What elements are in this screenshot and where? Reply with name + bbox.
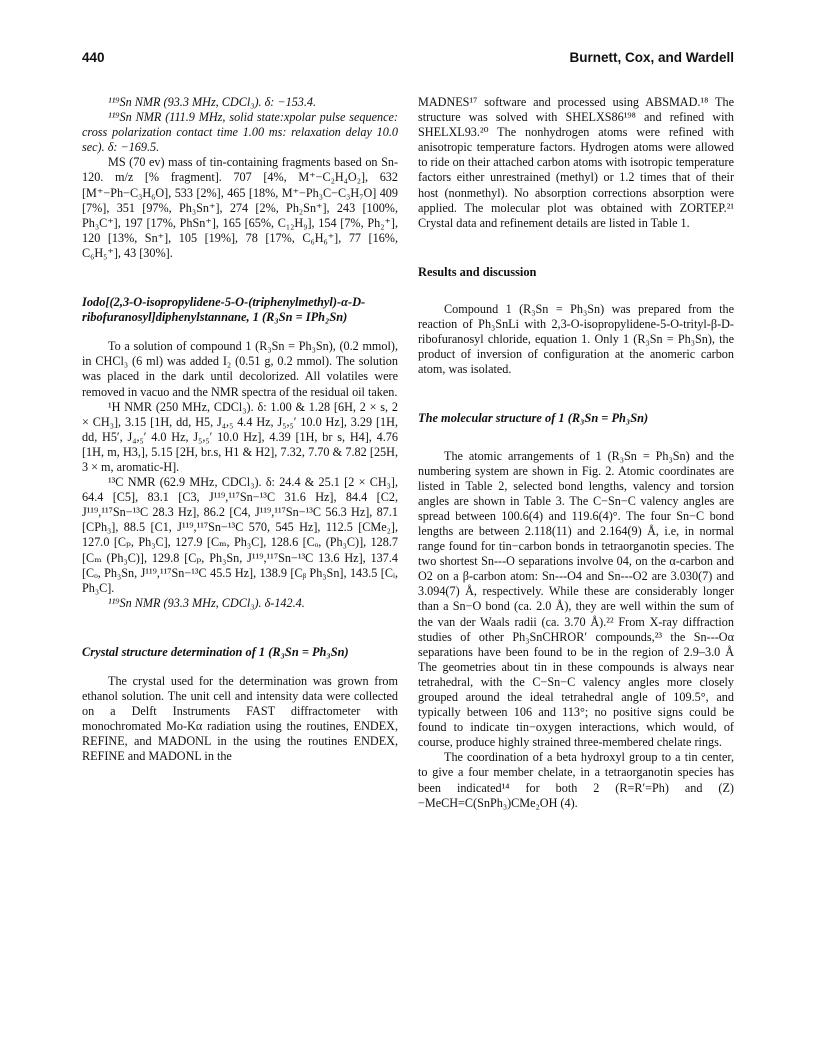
crystal-procedure-continued: MADNES¹⁷ software and processed using ABSMAD.¹⁸ The structure was solved with SHELXS86¹⁹⁸ and refined with SHELXL93.²⁰ The nonhydrogen atoms were refined with anisotropic temperature factors. Hydrogen atoms were allowed to ride on their attached carbon atoms with isotropic temperature factors either unrestrained (methyl) or 1.2 times that of their host (nonmethyl). No absorption corrections absorption were applied. The molecular plot was obtained with ZORTEP.²¹ Crystal data and refinement details are listed in Table 1. — [418, 95, 734, 230]
molecular-structure-paragraph: The atomic arrangements of 1 (R₃Sn = Ph₃Sn) and the numbering system are shown in Fig. 2. Atomic coordinates are listed in Table 2, selected bond lengths, valency and torsion angles are shown in Table 3. The C−Sn−C valency angles are spread between 100.6(4) and 119.6(4)°. The four Sn−C bond lengths are between 2.118(11) and 2.164(9) Å, i.e, in normal range found for tin−carbon bonds in tetraorganotin species. The two shortest Sn---O separations involve 04, on the α-carbon and O2 on a β-carbon atom: Sn---O4 and Sn---O2 are 3.030(7) and 3.094(7) Å, respectively. While these are considerably longer than a Sn−O bond (ca. 2.0 Å), they are well within the sum of the van der Waals radii (ca. 3.70 Å).²² From X-ray diffraction studies of other Ph₃SnCHROR′ compounds,²³ the Sn---Oα separations have been found to be in the region of 2.9–3.0 Å The geometries about tin in these compounds is always near tetrahedral, with the C−Sn−C valency angles more closely grouped around the ideal tetrahedral angle of 109.5°, and typically between 106 and 113°; no positive signs could be found to indicate tin−oxygen interactions, which would, of course, produce highly strained three-membered chelate rings. — [418, 448, 734, 750]
sn-nmr-solid-state: ¹¹⁹Sn NMR (111.9 MHz, solid state:xpolar pulse sequence: cross polarization contact time 1.00 ms: relaxation delay 10.0 sec). δ: −169.5. — [82, 110, 398, 155]
page-number: 440 — [82, 50, 105, 65]
crystal-procedure: The crystal used for the determination was grown from ethanol solution. The unit cell and intensity data were collected on a Delft Instruments FAST diffractometer with monochromated Mo-Kα radiation using the routines, ENDEX, REFINE, and MADONL in the using the routines ENDEX, REFINE and MADONL in the — [82, 674, 398, 764]
section-heading-iodo-compound: Iodo[(2,3-O-isopropylidene-5-O-(triphenylmethyl)-α-D-ribofuranosyl]diphenylstannane, 1 (R₃Sn = IPh₂Sn) — [82, 295, 366, 325]
running-authors: Burnett, Cox, and Wardell — [569, 50, 734, 65]
iodo-procedure: To a solution of compound 1 (R₃Sn = Ph₃Sn), (0.2 mmol), in CHCl₃ (6 ml) was added I₂ (0.51 g, 0.2 mmol). The solution was placed in the dark until decolorized. All volatiles were removed in vacuo and the NMR spectra of the residual oil taken. — [82, 339, 398, 399]
section-heading-crystal-structure: Crystal structure determination of 1 (R₃Sn = Ph₃Sn) — [82, 644, 349, 659]
sn-nmr-iodo: ¹¹⁹Sn NMR (93.3 MHz, CDCl₃). δ-142.4. — [108, 595, 305, 610]
sn-nmr-solution: ¹¹⁹Sn NMR (93.3 MHz, CDCl₃). δ: −153.4. — [108, 95, 317, 109]
left-column — [82, 95, 398, 765]
page-header — [82, 50, 734, 70]
mass-spectrum: MS (70 ev) mass of tin-containing fragments based on Sn-120. m/z [% fragment]. 707 [4%, M⁺−C₂H₄O₂], 632 [M⁺−Ph−C₃H₆O], 533 [2%], 465 [18%, M⁺−Ph₃C−C₃H₇O] 409 [7%], 351 [97%, Ph₃Sn⁺], 274 [2%, Ph₂Sn⁺], 243 [100%, Ph₃C⁺], 197 [17%, PhSn⁺], 165 [65%, C₁₂H₉], 154 [7%, Ph₂⁺], 120 [13%, Sn⁺], 105 [19%], 78 [17%, C₆H₆⁺], 77 [16%, C₆H₅⁺], 43 [30%]. — [82, 155, 398, 260]
results-paragraph: Compound 1 (R₃Sn = Ph₃Sn) was prepared from the reaction of Ph₃SnLi with 2,3-O-isopropylidene-5-O-trityl-β-D-ribofuranosyl chloride, equation 1. Only 1 (R₃Sn = Ph₃Sn), the product of inversion of configuration at the anomeric carbon atom, was isolated. — [418, 301, 734, 377]
section-heading-results: Results and discussion — [418, 264, 537, 279]
right-column — [418, 95, 734, 811]
coordination-paragraph: The coordination of a beta hydroxyl group to a tin center, to give a four member chelate, in a tetraorganotin species has been indicated¹⁴ for both 2 (R=R′=Ph) and (Z)−MeCH=C(SnPh₃)CMe₂OH (4). — [418, 750, 734, 810]
section-heading-molecular-structure: The molecular structure of 1 (R₃Sn = Ph₃Sn) — [418, 411, 649, 426]
c-nmr-data: ¹³C NMR (62.9 MHz, CDCl₃). δ: 24.4 & 25.1 [2 × CH₃], 64.4 [C5], 83.1 [C3, J¹¹⁹,¹¹⁷Sn−¹³C 31.6 Hz], 84.4 [C2, J¹¹⁹,¹¹⁷Sn−¹³C 28.3 Hz], 86.2 [C4, J¹¹⁹,¹¹⁷Sn−¹³C 56.3 Hz], 87.1 [CPh₃], 88.5 [C1, J¹¹⁹,¹¹⁷Sn−¹³C 570, 545 Hz], 112.5 [CMe₂], 127.0 [Cₚ, Ph₃C], 127.9 [Cₘ, Ph₃C], 128.6 [Cₒ, (Ph₃C)], 128.7 [Cₘ (Ph₃C)], 129.8 [Cₚ, Ph₃Sn, J¹¹⁹,¹¹⁷Sn−¹³C 13.6 Hz], 137.4 [Cₒ, Ph₃Sn, J¹¹⁹,¹¹⁷Sn−¹³C 45.5 Hz], 138.9 [Cᵦ Ph₃Sn], 143.5 [Cᵢ, Ph₃C]. — [82, 475, 398, 595]
h-nmr-data: ¹H NMR (250 MHz, CDCl₃). δ: 1.00 & 1.28 [6H, 2 × s, 2 × CH₃], 3.15 [1H, dd, H5, J₄,₅ 4.4 Hz, J₅,₅′ 10.0 Hz], 3.29 [1H, dd, H5′, J₄,₅′ 4.0 Hz, J₅,₅′ 10.0 Hz], 4.39 [1H, br s, H4], 4.76 [1H, m, H3,], 5.15 [2H, br.s, H1 & H2], 7.32, 7.70 & 7.82 [25H, 3 × m, aromatic-H]. — [82, 399, 398, 474]
